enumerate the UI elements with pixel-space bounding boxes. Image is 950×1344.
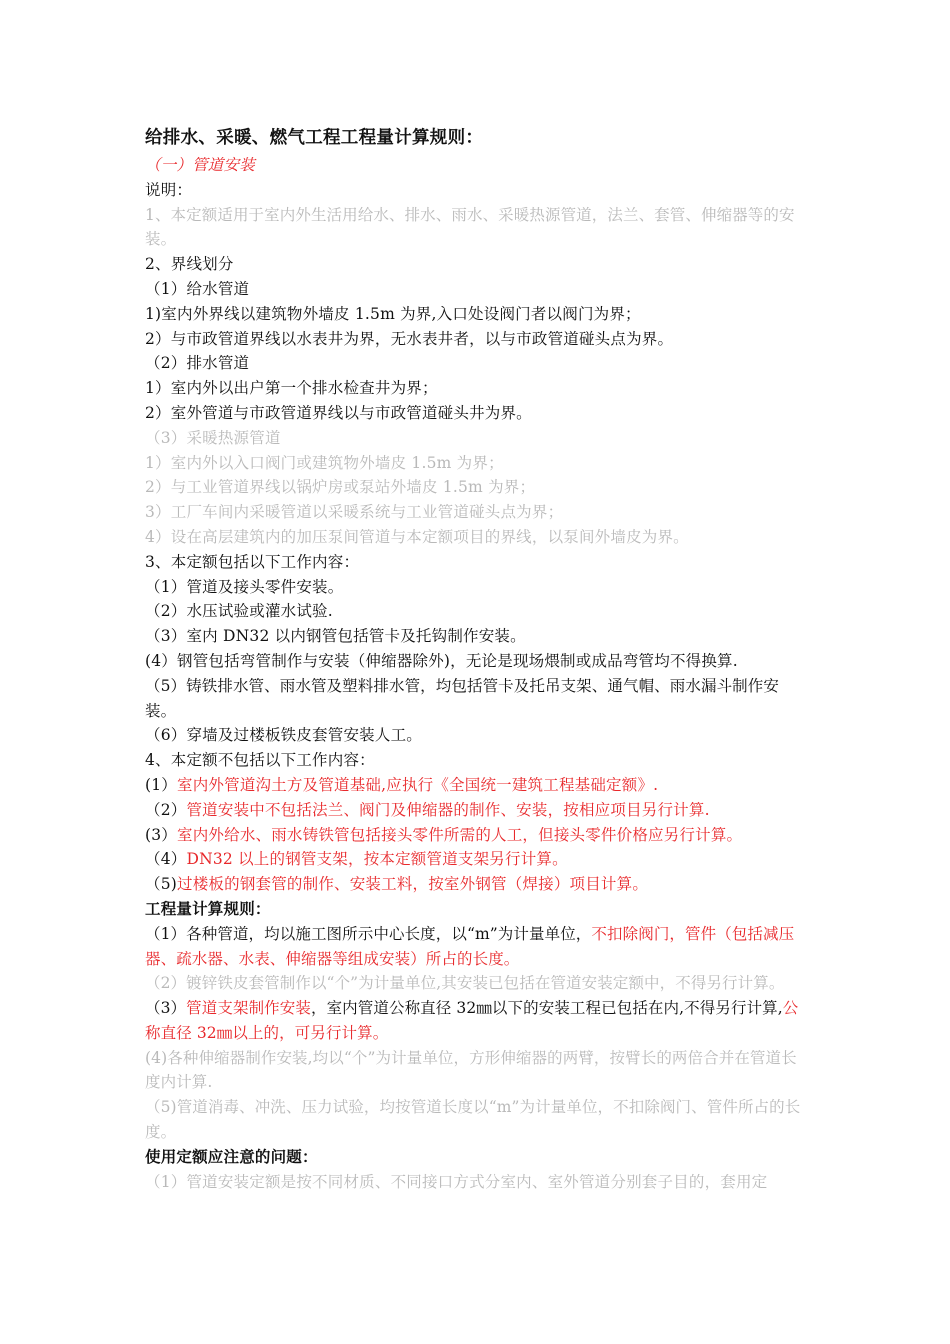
rule-3-highlight-1: 管道支架制作安装	[186, 999, 311, 1018]
document-page	[145, 123, 809, 1194]
line-heating-heading: （3）采暖热源管道	[145, 428, 281, 447]
line-excludes-heading: 4、本定额不包括以下工作内容：	[145, 751, 375, 770]
rule-3-text: ，室内管道公称直径 32㎜以下的安装工程已包括在内,不得另行计算,	[310, 999, 783, 1018]
line-drainage-heading: （2）排水管道	[145, 354, 250, 373]
line-drainage-2: 2）室外管道与市政管道界线以与市政管道碰头井为界。	[145, 403, 532, 422]
excludes-4-text: DN32 以上的钢管支架，按本定额管道支架另行计算。	[186, 850, 568, 869]
paragraph-rule-1	[145, 922, 809, 972]
line-includes-1: （1）管道及接头零件安装。	[145, 577, 344, 596]
excludes-1-text: 室内外管道沟土方及管道基础,应执行《全国统一建筑工程基础定额》.	[177, 775, 659, 794]
line-includes-heading: 3、本定额包括以下工作内容：	[145, 552, 360, 571]
line-excludes-3	[145, 823, 809, 848]
line-boundary-heading: 2、界线划分	[145, 255, 234, 274]
line-includes-4: (4）钢管包括弯管制作与安装（伸缩器除外)，无论是现场煨制或成品弯管均不得换算.	[145, 651, 738, 670]
line-water-supply-2: 2）与市政管道界线以水表井为界，无水表井者，以与市政管道碰头点为界。	[145, 329, 674, 348]
heading-quantity-rules: 工程量计算规则：	[145, 898, 271, 918]
excludes-3-number: (3）	[145, 825, 178, 844]
line-includes-2: （2）水压试验或灌水试验.	[145, 602, 333, 621]
line-heating-2: 2）与工业管道界线以锅炉房或泵站外墙皮 1.5m 为界；	[145, 478, 536, 497]
paragraph-includes-5: （5）铸铁排水管、雨水管及塑料排水管，均包括管卡及托吊支架、通气帽、雨水漏斗制作安装。	[145, 676, 779, 720]
excludes-5-text: 过楼板的钢套管的制作、安装工料，按室外钢管（焊接）项目计算。	[177, 875, 649, 894]
line-heating-3: 3）工厂车间内采暖管道以采暖系统与工业管道碰头点为界；	[145, 503, 564, 522]
excludes-3-text: 室内外给水、雨水铸铁管包括接头零件所需的人工，但接头零件价格应另行计算。	[177, 825, 743, 844]
paragraph-rule-2: （2）镀锌铁皮套管制作以“个”为计量单位,其安装已包括在管道安装定额中，不得另行计算。	[145, 974, 785, 993]
excludes-2-number: （2）	[145, 800, 187, 819]
paragraph-rule-4: (4)各种伸缩器制作安装,均以“个”为计量单位，方形伸缩器的两臂，按臂长的两倍合并在管道长度内计算.	[145, 1048, 797, 1092]
line-description-label: 说明：	[145, 180, 193, 199]
line-water-supply-heading: （1）给水管道	[145, 279, 250, 298]
line-drainage-1: 1）室内外以出户第一个排水检查井为界；	[145, 379, 438, 398]
line-usage-note-1: （1）管道安装定额是按不同材质、不同接口方式分室内、室外管道分别套子目的，套用定	[145, 1172, 768, 1191]
paragraph-rule-3	[145, 996, 809, 1046]
line-excludes-2	[145, 798, 809, 823]
line-heating-4: 4）设在高层建筑内的加压泵间管道与本定额项目的界线，以泵间外墙皮为界。	[145, 527, 689, 546]
excludes-2-text: 管道安装中不包括法兰、阀门及伸缩器的制作、安装，按相应项目另行计算.	[186, 800, 710, 819]
paragraph-scope: 1、本定额适用于室内外生活用给水、排水、雨水、采暖热源管道，法兰、套管、伸缩器等的安装。	[145, 205, 795, 249]
rule-3-number: （3）	[145, 999, 187, 1018]
line-excludes-4	[145, 847, 809, 872]
rule-1-text: （1）各种管道，均以施工图所示中心长度，以“m”为计量单位，	[145, 924, 592, 943]
line-includes-6: （6）穿墙及过楼板铁皮套管安装人工。	[145, 726, 422, 745]
document-title: 给排水、采暖、燃气工程工程量计算规则：	[145, 128, 484, 148]
line-excludes-1	[145, 773, 809, 798]
section-heading-pipe-installation: （一）管道安装	[145, 156, 255, 174]
excludes-1-number: (1）	[145, 775, 178, 794]
line-heating-1: 1）室内外以入口阀门或建筑物外墙皮 1.5m 为界；	[145, 453, 504, 472]
line-includes-3: （3）室内 DN32 以内钢管包括管卡及托钩制作安装。	[145, 627, 526, 646]
paragraph-rule-5: （5)管道消毒、冲洗、压力试验，均按管道长度以“m”为计量单位，不扣除阀门、管件所占的长度。	[145, 1098, 801, 1142]
rule-3-highlight-2: 公称直径 32㎜以上的，可另行计算。	[145, 999, 799, 1042]
line-excludes-5	[145, 872, 809, 897]
line-water-supply-1: 1)室内外界线以建筑物外墙皮 1.5m 为界,入口处设阀门者以阀门为界；	[145, 304, 641, 323]
excludes-5-number: （5)	[145, 875, 178, 894]
excludes-4-number: （4）	[145, 850, 187, 869]
heading-usage-notes: 使用定额应注意的问题：	[145, 1146, 318, 1166]
rule-1-highlight: 不扣除阀门，管件（包括减压器、疏水器、水表、伸缩器等组成安装）所占的长度。	[145, 924, 795, 968]
